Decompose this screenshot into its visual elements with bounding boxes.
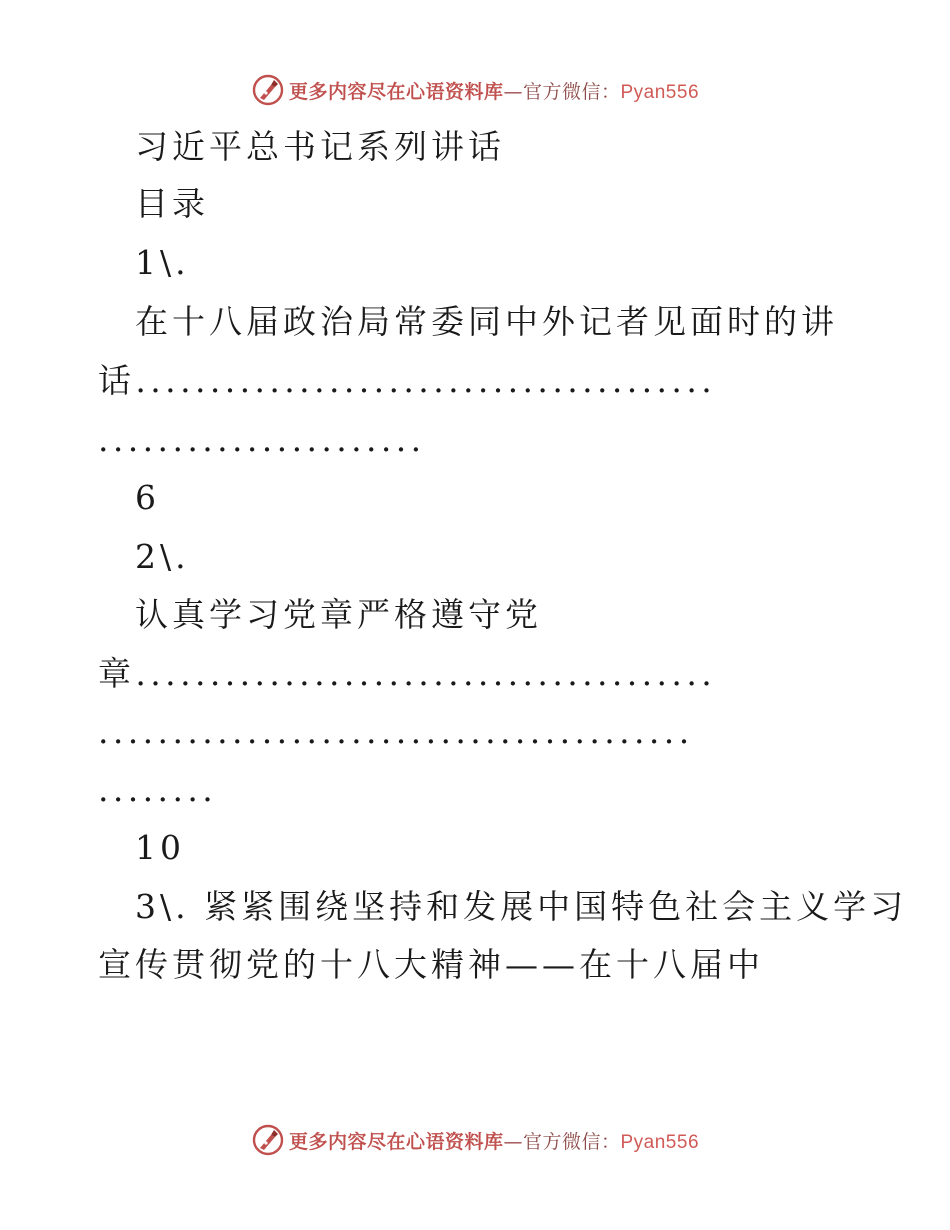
toc-entry-2-number: 2\. bbox=[135, 537, 190, 576]
toc-entry-1-leader-cont: ...................... bbox=[98, 420, 426, 459]
banner-wechat-id: Pyan556 bbox=[620, 81, 700, 103]
toc-entry-2-page: 10 bbox=[135, 828, 185, 867]
toc-entry-2-leader: 章....................................... bbox=[98, 654, 717, 693]
banner-site-text: 更多内容尽在心语资料库 bbox=[288, 80, 504, 103]
toc-entry-3-title: 3\. 紧紧围绕坚持和发展中国特色社会主义学习 bbox=[135, 887, 908, 926]
toc-entry-1-leader: 话....................................... bbox=[98, 361, 717, 400]
banner-wechat-label: 官方微信： bbox=[522, 80, 621, 103]
toc-entry-2-title: 认真学习党章严格遵守党 bbox=[135, 595, 542, 634]
banner-separator: — bbox=[503, 1130, 523, 1153]
toc-entry-1-title: 在十八届政治局常委同中外记者见面时的讲 bbox=[135, 302, 838, 341]
pen-nib-logo-icon bbox=[251, 1123, 285, 1157]
toc-entry-1-page: 6 bbox=[135, 478, 160, 517]
toc-entry-2-leader-cont-2: ........ bbox=[98, 770, 218, 809]
banner-separator: — bbox=[503, 80, 523, 103]
toc-entry-3-continuation: 宣传贯彻党的十八大精神——在十八届中 bbox=[98, 945, 764, 984]
banner-wechat-id: Pyan556 bbox=[620, 1131, 700, 1153]
banner-wechat-label: 官方微信： bbox=[522, 1130, 621, 1153]
toc-heading: 目录 bbox=[135, 184, 209, 223]
footer-banner bbox=[0, 1120, 950, 1160]
document-title: 习近平总书记系列讲话 bbox=[135, 127, 505, 166]
toc-entry-1-number: 1\. bbox=[135, 243, 190, 282]
banner-site-text: 更多内容尽在心语资料库 bbox=[288, 1130, 504, 1153]
banner-text bbox=[289, 1127, 699, 1154]
footer-banner-content bbox=[251, 1123, 699, 1157]
toc-entry-2-leader-cont-1: ........................................ bbox=[98, 712, 694, 751]
